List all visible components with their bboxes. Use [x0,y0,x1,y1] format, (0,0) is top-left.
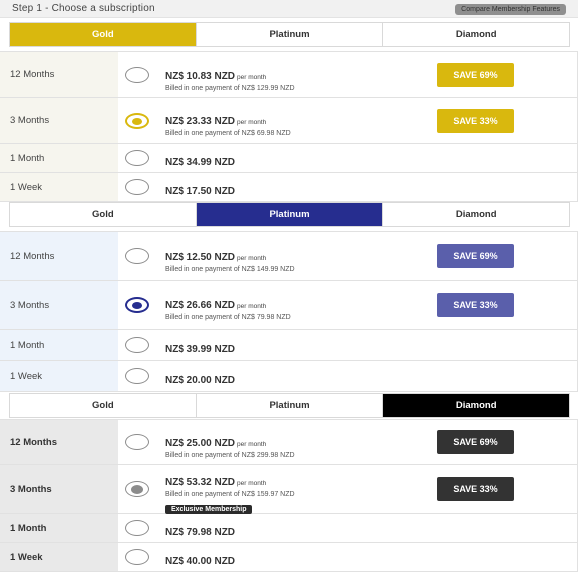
price-block [165,433,295,459]
plan-radio-selected[interactable] [125,113,149,129]
price-amount: NZ$ 12.50 NZD [165,252,236,263]
price-period: per month [237,119,267,126]
duration-label: 1 Week [0,543,118,571]
plan-radio[interactable] [125,67,149,83]
save-badge[interactable]: SAVE 33% [437,109,514,133]
price-amount: NZ$ 20.00 NZD [165,375,236,386]
duration-label: 12 Months [0,232,118,280]
step-title: Step 1 - Choose a subscription [12,3,155,14]
save-badge[interactable]: SAVE 69% [437,63,514,87]
plan-tabs [9,393,570,418]
plan-radio[interactable] [125,368,149,384]
tab-platinum[interactable]: Platinum [197,203,384,226]
plan-radio[interactable] [125,337,149,353]
duration-label: 1 Week [0,173,118,201]
price-period: per month [237,480,267,487]
price-block [165,111,291,137]
billed-text: Billed in one payment of NZ$ 299.98 NZD [165,452,295,459]
price-block [165,152,235,170]
plan-row-3-months[interactable] [0,465,577,514]
price-amount: NZ$ 17.50 NZD [165,186,236,197]
price-amount: NZ$ 26.66 NZD [165,300,236,311]
tab-platinum[interactable]: Platinum [197,394,384,417]
plan-radio[interactable] [125,520,149,536]
tab-platinum[interactable]: Platinum [197,23,384,46]
radio-dot [132,302,142,309]
price-amount: NZ$ 40.00 NZD [165,556,236,567]
plan-row-1-month[interactable] [0,330,577,361]
plan-row-12-months[interactable] [0,232,577,281]
plan-row-1-month[interactable] [0,514,577,543]
save-badge[interactable]: SAVE 69% [437,244,514,268]
plan-radio-selected[interactable] [125,297,149,313]
billed-text: Billed in one payment of NZ$ 159.97 NZD [165,491,295,498]
plan-radio[interactable] [125,248,149,264]
price-amount: NZ$ 79.98 NZD [165,527,236,538]
price-period: per month [237,255,267,262]
gold-plan-options [0,51,578,202]
duration-label: 3 Months [0,465,118,513]
plan-row-1-week[interactable] [0,173,577,202]
plan-row-3-months[interactable] [0,281,577,330]
duration-label: 3 Months [0,98,118,143]
radio-dot [131,485,143,494]
price-amount: NZ$ 10.83 NZD [165,71,236,82]
tab-diamond[interactable]: Diamond [383,394,569,417]
radio-dot [132,118,142,125]
plan-radio[interactable] [125,179,149,195]
price-block [165,522,235,540]
plan-row-12-months[interactable] [0,420,577,465]
subscription-header [0,0,578,18]
plan-row-1-week[interactable] [0,361,577,392]
billed-text: Billed in one payment of NZ$ 129.99 NZD [165,85,295,92]
plan-radio-selected[interactable] [125,481,149,497]
billed-text: Billed in one payment of NZ$ 79.98 NZD [165,314,291,321]
diamond-plan-options [0,419,578,572]
plan-tabs [9,22,570,47]
plan-row-12-months[interactable] [0,52,577,98]
exclusive-membership-badge: Exclusive Membership [165,505,252,514]
duration-label: 3 Months [0,281,118,329]
price-block [165,472,295,516]
price-amount: NZ$ 23.33 NZD [165,116,236,127]
save-badge[interactable]: SAVE 33% [437,293,514,317]
duration-label: 12 Months [0,52,118,97]
price-period: per month [237,74,267,81]
plan-row-3-months[interactable] [0,98,577,144]
tab-gold[interactable]: Gold [10,203,197,226]
price-amount: NZ$ 25.00 NZD [165,438,236,449]
plan-row-1-month[interactable] [0,144,577,173]
plan-radio[interactable] [125,434,149,450]
duration-label: 1 Month [0,514,118,542]
compare-features-button[interactable]: Compare Membership Features [455,4,566,15]
plan-tabs [9,202,570,227]
duration-label: 12 Months [0,420,118,464]
price-period: per month [237,441,267,448]
save-badge[interactable]: SAVE 33% [437,477,514,501]
price-block [165,295,291,321]
price-amount: NZ$ 34.99 NZD [165,157,236,168]
duration-label: 1 Week [0,361,118,391]
price-block [165,66,295,92]
price-block [165,551,235,569]
tab-diamond[interactable]: Diamond [455,209,497,220]
price-amount: NZ$ 53.32 NZD [165,477,236,488]
billed-text: Billed in one payment of NZ$ 69.98 NZD [165,130,291,137]
tab-gold[interactable]: Gold [10,23,197,46]
save-badge[interactable]: SAVE 69% [437,430,514,454]
price-block [165,181,235,199]
tab-diamond[interactable]: Diamond [455,29,497,40]
duration-label: 1 Month [0,330,118,360]
tab-gold[interactable]: Gold [10,394,197,417]
plan-radio[interactable] [125,549,149,565]
billed-text: Billed in one payment of NZ$ 149.99 NZD [165,266,295,273]
duration-label: 1 Month [0,144,118,172]
price-block [165,339,235,357]
price-block [165,247,295,273]
plan-radio[interactable] [125,150,149,166]
price-block [165,370,235,388]
plan-row-1-week[interactable] [0,543,577,572]
price-period: per month [237,303,267,310]
platinum-plan-options [0,231,578,392]
price-amount: NZ$ 39.99 NZD [165,344,236,355]
